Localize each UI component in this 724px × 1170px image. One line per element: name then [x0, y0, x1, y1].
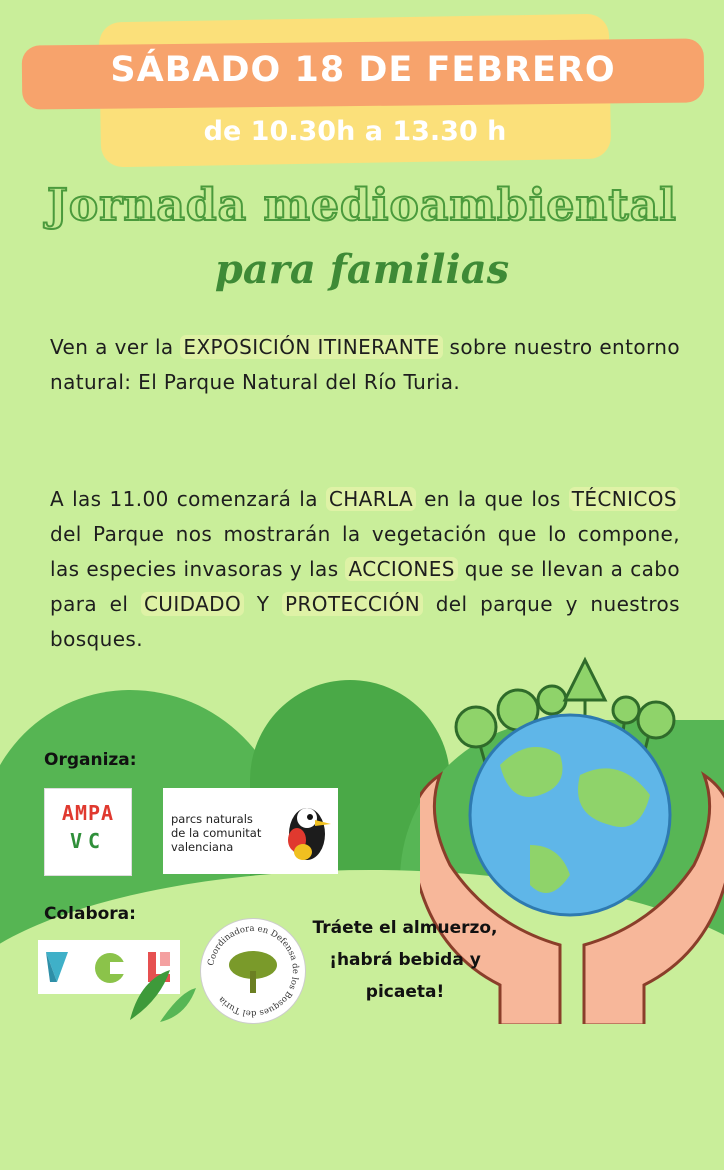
parcs-line2: de la comunitat — [171, 826, 262, 840]
lunch-note-line2: ¡habrá bebida y — [329, 950, 481, 970]
highlight-acciones: ACCIONES — [345, 557, 457, 581]
parcs-line1: parcs naturals — [171, 812, 253, 826]
seal-text: Coordinadora en Defensa de los Bosques del Turia — [206, 923, 301, 1019]
highlight-proteccion: PROTECCIÓN — [282, 592, 423, 616]
highlight-cuidado: CUIDADO — [141, 592, 244, 616]
highlight-exposicion: EXPOSICIÓN ITINERANTE — [180, 335, 442, 359]
colabora-label: Colabora: — [44, 904, 136, 924]
ampa-logo — [44, 788, 132, 876]
coordinadora-seal-logo — [200, 918, 306, 1024]
parcs-naturals-logo — [163, 788, 338, 874]
lunch-note — [305, 912, 505, 1008]
event-time: de 10.30h a 13.30 h — [203, 116, 507, 147]
lunch-note-line1: Tráete el almuerzo, — [312, 918, 498, 938]
paragraph-talk: A las 11.00 comenzará la CHARLA en la que los TÉCNICOS del Parque nos mostrarán la vegetación que lo compone, las especies invasoras y las ACCIONES que se llevan a cabo para el CUIDADO Y PROTECCIÓN del parque y nuestros bosques. — [50, 487, 680, 651]
ampa-logo-text-top: AMPA — [61, 801, 115, 825]
ampa-logo-text-bottom: VC — [69, 829, 107, 853]
leaf-icon — [120, 960, 200, 1024]
lunch-note-line3: picaeta! — [365, 982, 445, 1002]
paragraph-exhibition: Ven a ver la EXPOSICIÓN ITINERANTE sobre nuestro entorno natural: El Parque Natural del Río Turia. — [50, 335, 680, 394]
woodpecker-icon — [281, 798, 333, 864]
parcs-line3: valenciana — [171, 840, 234, 854]
tree-icon — [229, 951, 277, 993]
highlight-tecnicos: TÉCNICOS — [569, 487, 680, 511]
page-subtitle: para familias — [214, 246, 510, 293]
event-date: SÁBADO 18 DE FEBRERO — [110, 50, 616, 90]
organiza-label: Organiza: — [44, 750, 137, 770]
page-title: Jornada medioambiental — [47, 180, 677, 231]
highlight-charla: CHARLA — [326, 487, 416, 511]
